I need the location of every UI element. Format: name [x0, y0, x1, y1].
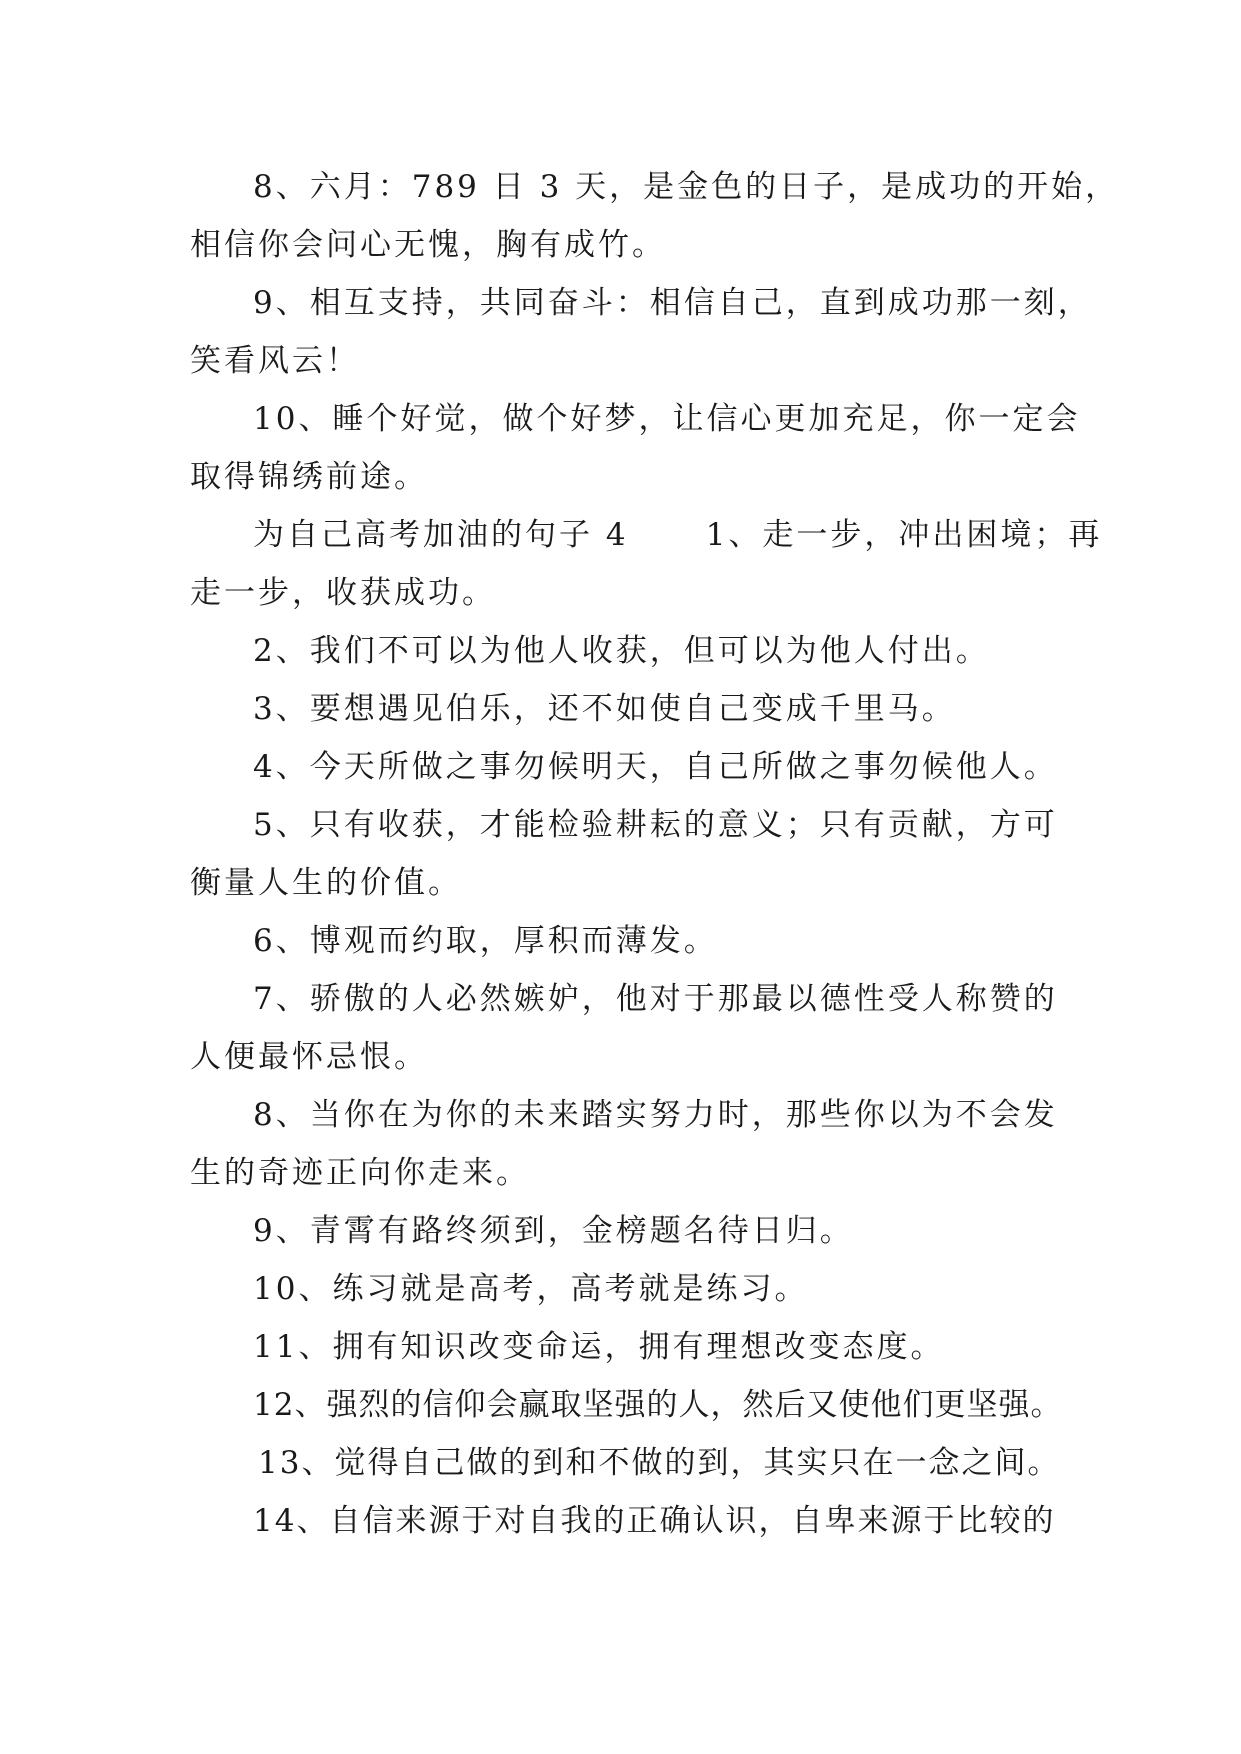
- paragraph-line: 人便最怀忌恨。: [190, 1039, 428, 1075]
- paragraph-line: 相信你会问心无愧，胸有成竹。: [190, 227, 666, 263]
- paragraph-line: 12、强烈的信仰会赢取坚强的人，然后又使他们更坚强。: [253, 1387, 1063, 1423]
- paragraph-line: 衡量人生的价值。: [190, 865, 462, 901]
- paragraph-line: 2、我们不可以为他人收获，但可以为他人付出。: [253, 633, 990, 669]
- paragraph-line: 笑看风云！: [190, 343, 360, 379]
- paragraph-line: 取得锦绣前途。: [190, 459, 428, 495]
- paragraph-line: 6、博观而约取，厚积而薄发。: [253, 923, 718, 959]
- paragraph-line: 8、当你在为你的未来踏实努力时，那些你以为不会发: [253, 1097, 1058, 1133]
- paragraph-line: 7、骄傲的人必然嫉妒，他对于那最以德性受人称赞的: [253, 981, 1058, 1017]
- paragraph-line: 8、六月：789 日 3 天，是金色的日子，是成功的开始，: [253, 169, 1120, 205]
- paragraph-line: 9、相互支持，共同奋斗：相信自己，直到成功那一刻，: [253, 285, 1092, 321]
- paragraph-line: 14、自信来源于对自我的正确认识，自卑来源于比较的: [253, 1503, 1056, 1539]
- paragraph-line: 4、今天所做之事勿候明天，自己所做之事勿候他人。: [253, 749, 1058, 785]
- paragraph-line: 13、觉得自己做的到和不做的到，其实只在一念之间。: [258, 1445, 1061, 1481]
- paragraph-line: 9、青霄有路终须到，金榜题名待日归。: [253, 1213, 854, 1249]
- paragraph-line: 11、拥有知识改变命运，拥有理想改变态度。: [253, 1329, 945, 1365]
- section-heading-line: 为自己高考加油的句子 4 1、走一步，冲出困境；再: [253, 517, 1103, 553]
- paragraph-line: 3、要想遇见伯乐，还不如使自己变成千里马。: [253, 691, 956, 727]
- paragraph-line: 5、只有收获，才能检验耕耘的意义；只有贡献，方可: [253, 807, 1058, 843]
- paragraph-line: 生的奇迹正向你走来。: [190, 1155, 530, 1191]
- paragraph-line: 走一步，收获成功。: [190, 575, 496, 611]
- paragraph-line: 10、练习就是高考，高考就是练习。: [253, 1271, 809, 1307]
- paragraph-line: 10、睡个好觉，做个好梦，让信心更加充足，你一定会: [253, 401, 1081, 437]
